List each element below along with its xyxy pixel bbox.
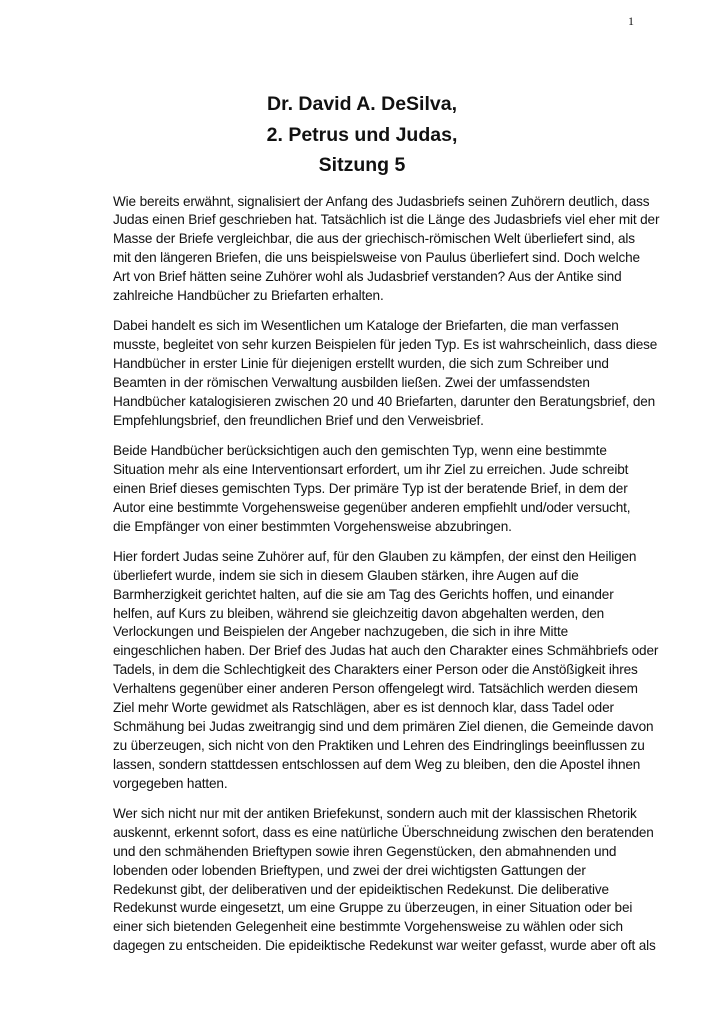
paragraph <box>113 442 653 537</box>
paragraph <box>113 548 659 794</box>
text-line: Art von Brief hätten seine Zuhörer wohl als Judasbrief verstanden? Aus der Antike sind <box>113 269 622 285</box>
text-line: Masse der Briefe vergleichbar, die aus der griechisch-römischen Welt überliefert sind, als <box>113 231 635 247</box>
title-line: Sitzung 5 <box>318 154 406 176</box>
text-line: dagegen zu entscheiden. Die epideiktische Redekunst war weiter gefasst, wurde aber oft als <box>113 938 656 954</box>
paragraph <box>113 317 658 430</box>
title-line: Dr. David A. DeSilva, <box>266 93 458 115</box>
text-line: Autor eine bestimmte Vorgehensweise gegenüber anderen empfiehlt und/oder versucht, <box>113 499 631 515</box>
paragraph <box>113 805 656 956</box>
text-line: mit den längeren Briefen, die uns beispielsweise von Paulus überliefert sind. Doch welche <box>113 250 640 266</box>
document-body <box>113 193 660 968</box>
text-line: zu überzeugen, sich nicht von den Praktiken und Lehren des Eindringlings beeinflussen zu <box>113 737 645 753</box>
text-line: Ziel mehr Worte gewidmet als Ratschlägen, aber es ist dennoch klar, dass Tadel oder <box>113 700 614 716</box>
text-line: Handbücher katalogisieren zwischen 20 und 40 Briefarten, darunter den Beratungsbrief, den <box>113 393 656 409</box>
text-line: die Empfänger von einer bestimmten Vorgehensweise abzubringen. <box>113 518 512 534</box>
text-line: musste, begleitet von sehr kurzen Beispielen für jeden Typ. Es ist wahrscheinlich, dass diese <box>113 337 658 353</box>
text-line: und den schmähenden Brieftypen sowie ihren Gegenstücken, den abmahnenden und <box>113 843 617 859</box>
text-line: Wer sich nicht nur mit der antiken Briefekunst, sondern auch mit der klassischen Rhetorik <box>113 805 637 821</box>
text-line: Dabei handelt es sich im Wesentlichen um Kataloge der Briefarten, die man verfassen <box>113 318 619 334</box>
page-number: 1 <box>628 14 634 28</box>
text-line: zahlreiche Handbücher zu Briefarten erhalten. <box>113 288 384 304</box>
text-line: überliefert wurde, indem sie sich in diesem Glauben stärken, ihre Augen auf die <box>113 567 579 583</box>
text-line: Redekunst wurde eingesetzt, um eine Gruppe zu überzeugen, in einer Situation oder bei <box>113 900 633 916</box>
text-line: vorgegeben hatten. <box>113 775 228 791</box>
text-line: Schmähung bei Judas zweitrangig sind und dem primären Ziel dienen, die Gemeinde davon <box>113 718 654 734</box>
text-line: Verhaltens gegenüber einer anderen Person offengelegt wird. Tatsächlich werden diesem <box>113 681 638 697</box>
text-line: auskennt, erkennt sofort, dass es eine natürliche Überschneidung zwischen den beratenden <box>113 824 654 840</box>
text-line: Redekunst gibt, der deliberativen und der epideiktischen Redekunst. Die deliberative <box>113 881 609 897</box>
text-line: lassen, sondern stattdessen entschlossen auf dem Weg zu bleiben, den die Apostel ihnen <box>113 756 641 772</box>
document-title <box>0 89 724 181</box>
paragraph <box>113 193 660 306</box>
text-line: Beide Handbücher berücksichtigen auch den gemischten Typ, wenn eine bestimmte <box>113 442 607 458</box>
text-line: Tadels, in dem die Schlechtigkeit des Charakters einer Person oder die Anstößigkeit ihres <box>113 662 638 678</box>
text-line: Situation mehr als eine Interventionsart erfordert, um ihr Ziel zu erreichen. Jude schreibt <box>113 461 629 477</box>
title-line: 2. Petrus und Judas, <box>266 123 458 146</box>
text-line: lobenden oder lobenden Brieftypen, und zwei der drei wichtigsten Gattungen der <box>113 862 586 878</box>
text-line: einer sich bietenden Gelegenheit eine bestimmte Vorgehensweise zu wählen oder sich <box>113 919 623 935</box>
text-line: Beamten in der römischen Verwaltung ausbilden ließen. Zwei der umfassendsten <box>113 374 590 390</box>
text-line: Judas einen Brief geschrieben hat. Tatsächlich ist die Länge des Judasbriefs viel eher mit der <box>113 212 660 228</box>
text-line: eingeschlichen haben. Der Brief des Judas hat auch den Charakter eines Schmähbriefs oder <box>113 643 659 659</box>
text-line: Hier fordert Judas seine Zuhörer auf, für den Glauben zu kämpfen, der einst den Heiligen <box>113 548 637 564</box>
text-line: Wie bereits erwähnt, signalisiert der Anfang des Judasbriefs seinen Zuhörern deutlich, dass <box>113 193 650 209</box>
text-line: helfen, auf Kurs zu bleiben, während sie gleichzeitig davon abgehalten werden, den <box>113 605 605 621</box>
text-line: Barmherzigkeit gerichtet halten, auf die sie am Tag des Gerichts hoffen, und einander <box>113 586 614 602</box>
text-line: Empfehlungsbrief, den freundlichen Brief und den Verweisbrief. <box>113 412 484 428</box>
text-line: Verlockungen und Beispielen der Angeber nachzugeben, die sich in ihre Mitte <box>113 624 569 640</box>
text-line: einen Brief dieses gemischten Typs. Der primäre Typ ist der beratende Brief, in dem der <box>113 480 628 496</box>
text-line: Handbücher in erster Linie für diejenigen erstellt wurden, die sich zum Schreiber und <box>113 356 609 372</box>
